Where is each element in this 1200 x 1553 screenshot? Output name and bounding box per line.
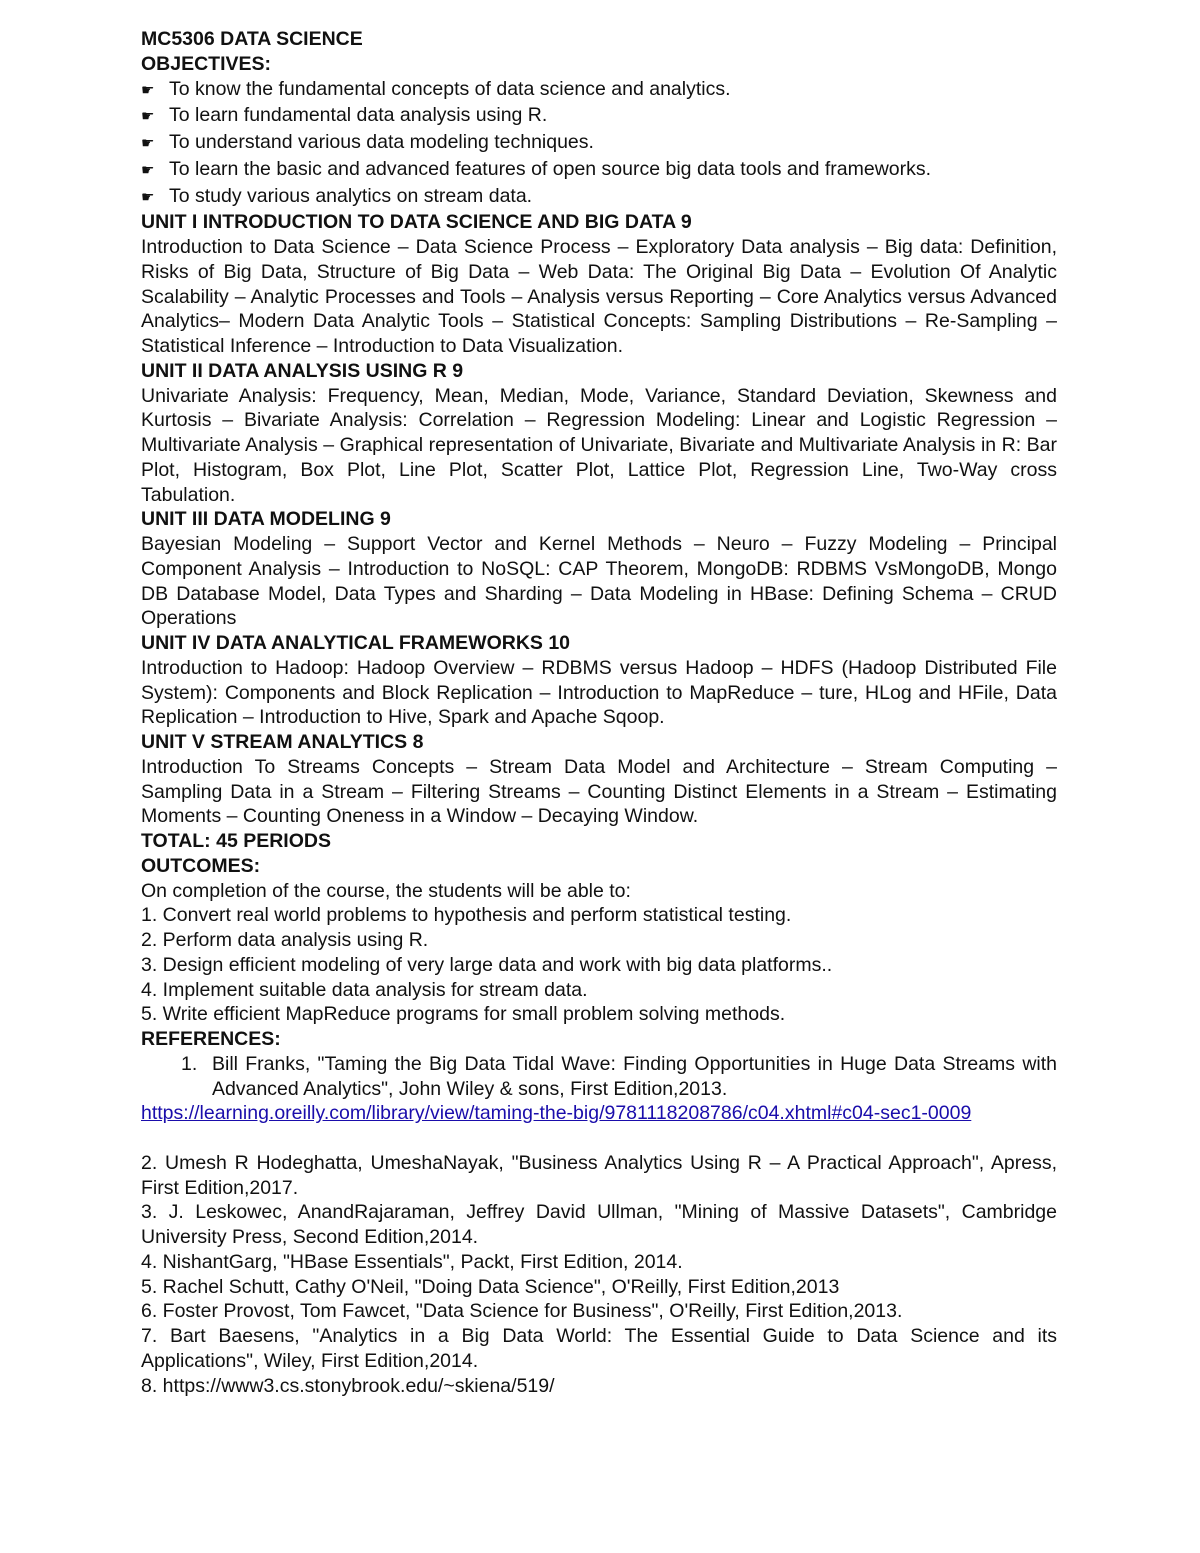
unit-heading: UNIT IV DATA ANALYTICAL FRAMEWORKS 10 <box>141 632 571 654</box>
objective-item <box>141 184 1057 211</box>
objective-text: To learn fundamental data analysis using R. <box>169 104 548 127</box>
blank-line <box>141 1126 1057 1151</box>
outcome-item: 1. Convert real world problems to hypothesis and perform statistical testing. <box>141 904 792 927</box>
unit-heading: UNIT I INTRODUCTION TO DATA SCIENCE AND BIG DATA 9 <box>141 211 692 234</box>
reference-number: 1. <box>181 1052 198 1075</box>
reference-item <box>141 1052 1057 1102</box>
objective-text: To study various analytics on stream data. <box>169 184 533 207</box>
unit-body: Introduction to Hadoop: Hadoop Overview – RDBMS versus Hadoop – HDFS (Hadoop Distributed File System): Components and Block Replication – Introduction to MapReduce – ture, HLog and HFile, Data Replication – Introduction to Hive, Spark and Apache Sqoop. <box>141 656 1057 729</box>
pointing-hand-icon: ☛ <box>141 161 155 179</box>
outcome-item: 3. Design efficient modeling of very large data and work with big data platforms.. <box>141 953 833 976</box>
document-page <box>141 27 1057 1398</box>
course-title: MC5306 DATA SCIENCE <box>141 28 363 50</box>
reference-item: 2. Umesh R Hodeghatta, UmeshaNayak, "Business Analytics Using R – A Practical Approach", Apress, First Edition,2017. <box>141 1151 1057 1199</box>
objective-item <box>141 103 1057 130</box>
objective-text: To learn the basic and advanced features of open source big data tools and frameworks. <box>169 157 932 180</box>
outcome-item: 4. Implement suitable data analysis for stream data. <box>141 978 588 1001</box>
objective-item <box>141 77 1057 104</box>
outcomes-intro: On completion of the course, the students will be able to: <box>141 879 631 902</box>
pointing-hand-icon: ☛ <box>141 81 155 99</box>
objective-text: To know the fundamental concepts of data science and analytics. <box>169 77 731 100</box>
references-heading: REFERENCES: <box>141 1028 281 1050</box>
pointing-hand-icon: ☛ <box>141 188 155 206</box>
unit-body: Bayesian Modeling – Support Vector and Kernel Methods – Neuro – Fuzzy Modeling – Principal Component Analysis – Introduction to NoSQL: CAP Theorem, MongoDB: RDBMS VsMongoDB, Mongo DB Database Model, Data Types and Sharding – Data Modeling in HBase: Defining Schema – CRUD Operations <box>141 533 1057 630</box>
objective-text: To understand various data modeling techniques. <box>169 131 594 153</box>
objective-item <box>141 157 1057 184</box>
reference-item: 7. Bart Baesens, "Analytics in a Big Data World: The Essential Guide to Data Science and its Applications", Wiley, First Edition,2014. <box>141 1325 1057 1372</box>
outcome-item: 5. Write efficient MapReduce programs for small problem solving methods. <box>141 1003 786 1026</box>
unit-body: Introduction To Streams Concepts – Stream Data Model and Architecture – Stream Computing – Sampling Data in a Stream – Filtering Streams – Counting Distinct Elements in a Stream – Estimating Moments – Counting Oneness in a Window – Decaying Window. <box>141 755 1057 828</box>
reference-item: 4. NishantGarg, "HBase Essentials", Packt, First Edition, 2014. <box>141 1250 683 1273</box>
unit-body: Introduction to Data Science – Data Science Process – Exploratory Data analysis – Big data: Definition, Risks of Big Data, Structure of Big Data – Web Data: The Original Big Data – Evolution Of Analytic Scalability – Analytic Processes and Tools – Analysis versus Reporting – Core Analytics versus Advanced Analytics– Modern Data Analytic Tools – Statistical Concepts: Sampling Distributions – Re-Sampling – Statistical Inference – Introduction to Data Visualization. <box>141 236 1057 357</box>
outcome-item: 2. Perform data analysis using R. <box>141 929 429 951</box>
reference-item: 5. Rachel Schutt, Cathy O'Neil, "Doing Data Science", O'Reilly, First Edition,2013 <box>141 1275 840 1298</box>
unit-heading: UNIT V STREAM ANALYTICS 8 <box>141 731 424 753</box>
reference-item: 3. J. Leskowec, AnandRajaraman, Jeffrey David Ullman, "Mining of Massive Datasets", Cambridge University Press, Second Edition,2014. <box>141 1201 1057 1248</box>
objectives-heading: OBJECTIVES: <box>141 52 272 75</box>
reference-link[interactable]: https://learning.oreilly.com/library/view/taming-the-big/9781118208786/c04.xhtml#c04-sec1-0009 <box>141 1102 972 1125</box>
pointing-hand-icon: ☛ <box>141 108 155 126</box>
unit-body: Univariate Analysis: Frequency, Mean, Median, Mode, Variance, Standard Deviation, Skewness and Kurtosis – Bivariate Analysis: Correlation – Regression Modeling: Linear and Logistic Regression – Multivariate Analysis – Graphical representation of Univariate, Bivariate and Multivariate Analysis in R: Bar Plot, Histogram, Box Plot, Line Plot, Scatter Plot, Lattice Plot, Regression Line, Two-Way cross Tabulation. <box>141 384 1057 506</box>
pointing-hand-icon: ☛ <box>141 135 155 152</box>
unit-heading: UNIT II DATA ANALYSIS USING R 9 <box>141 359 464 382</box>
outcomes-heading: OUTCOMES: <box>141 854 261 877</box>
reference-item: 6. Foster Provost, Tom Fawcet, "Data Science for Business", O'Reilly, First Edition,2013. <box>141 1300 903 1323</box>
total-periods: TOTAL: 45 PERIODS <box>141 830 331 852</box>
reference-item: 8. https://www3.cs.stonybrook.edu/~skiena/519/ <box>141 1374 555 1397</box>
unit-heading: UNIT III DATA MODELING 9 <box>141 508 391 531</box>
objective-item <box>141 130 1057 157</box>
reference-text: Bill Franks, "Taming the Big Data Tidal Wave: Finding Opportunities in Huge Data Streams with Advanced Analytics", John Wiley & sons, First Edition,2013. <box>212 1052 1057 1100</box>
